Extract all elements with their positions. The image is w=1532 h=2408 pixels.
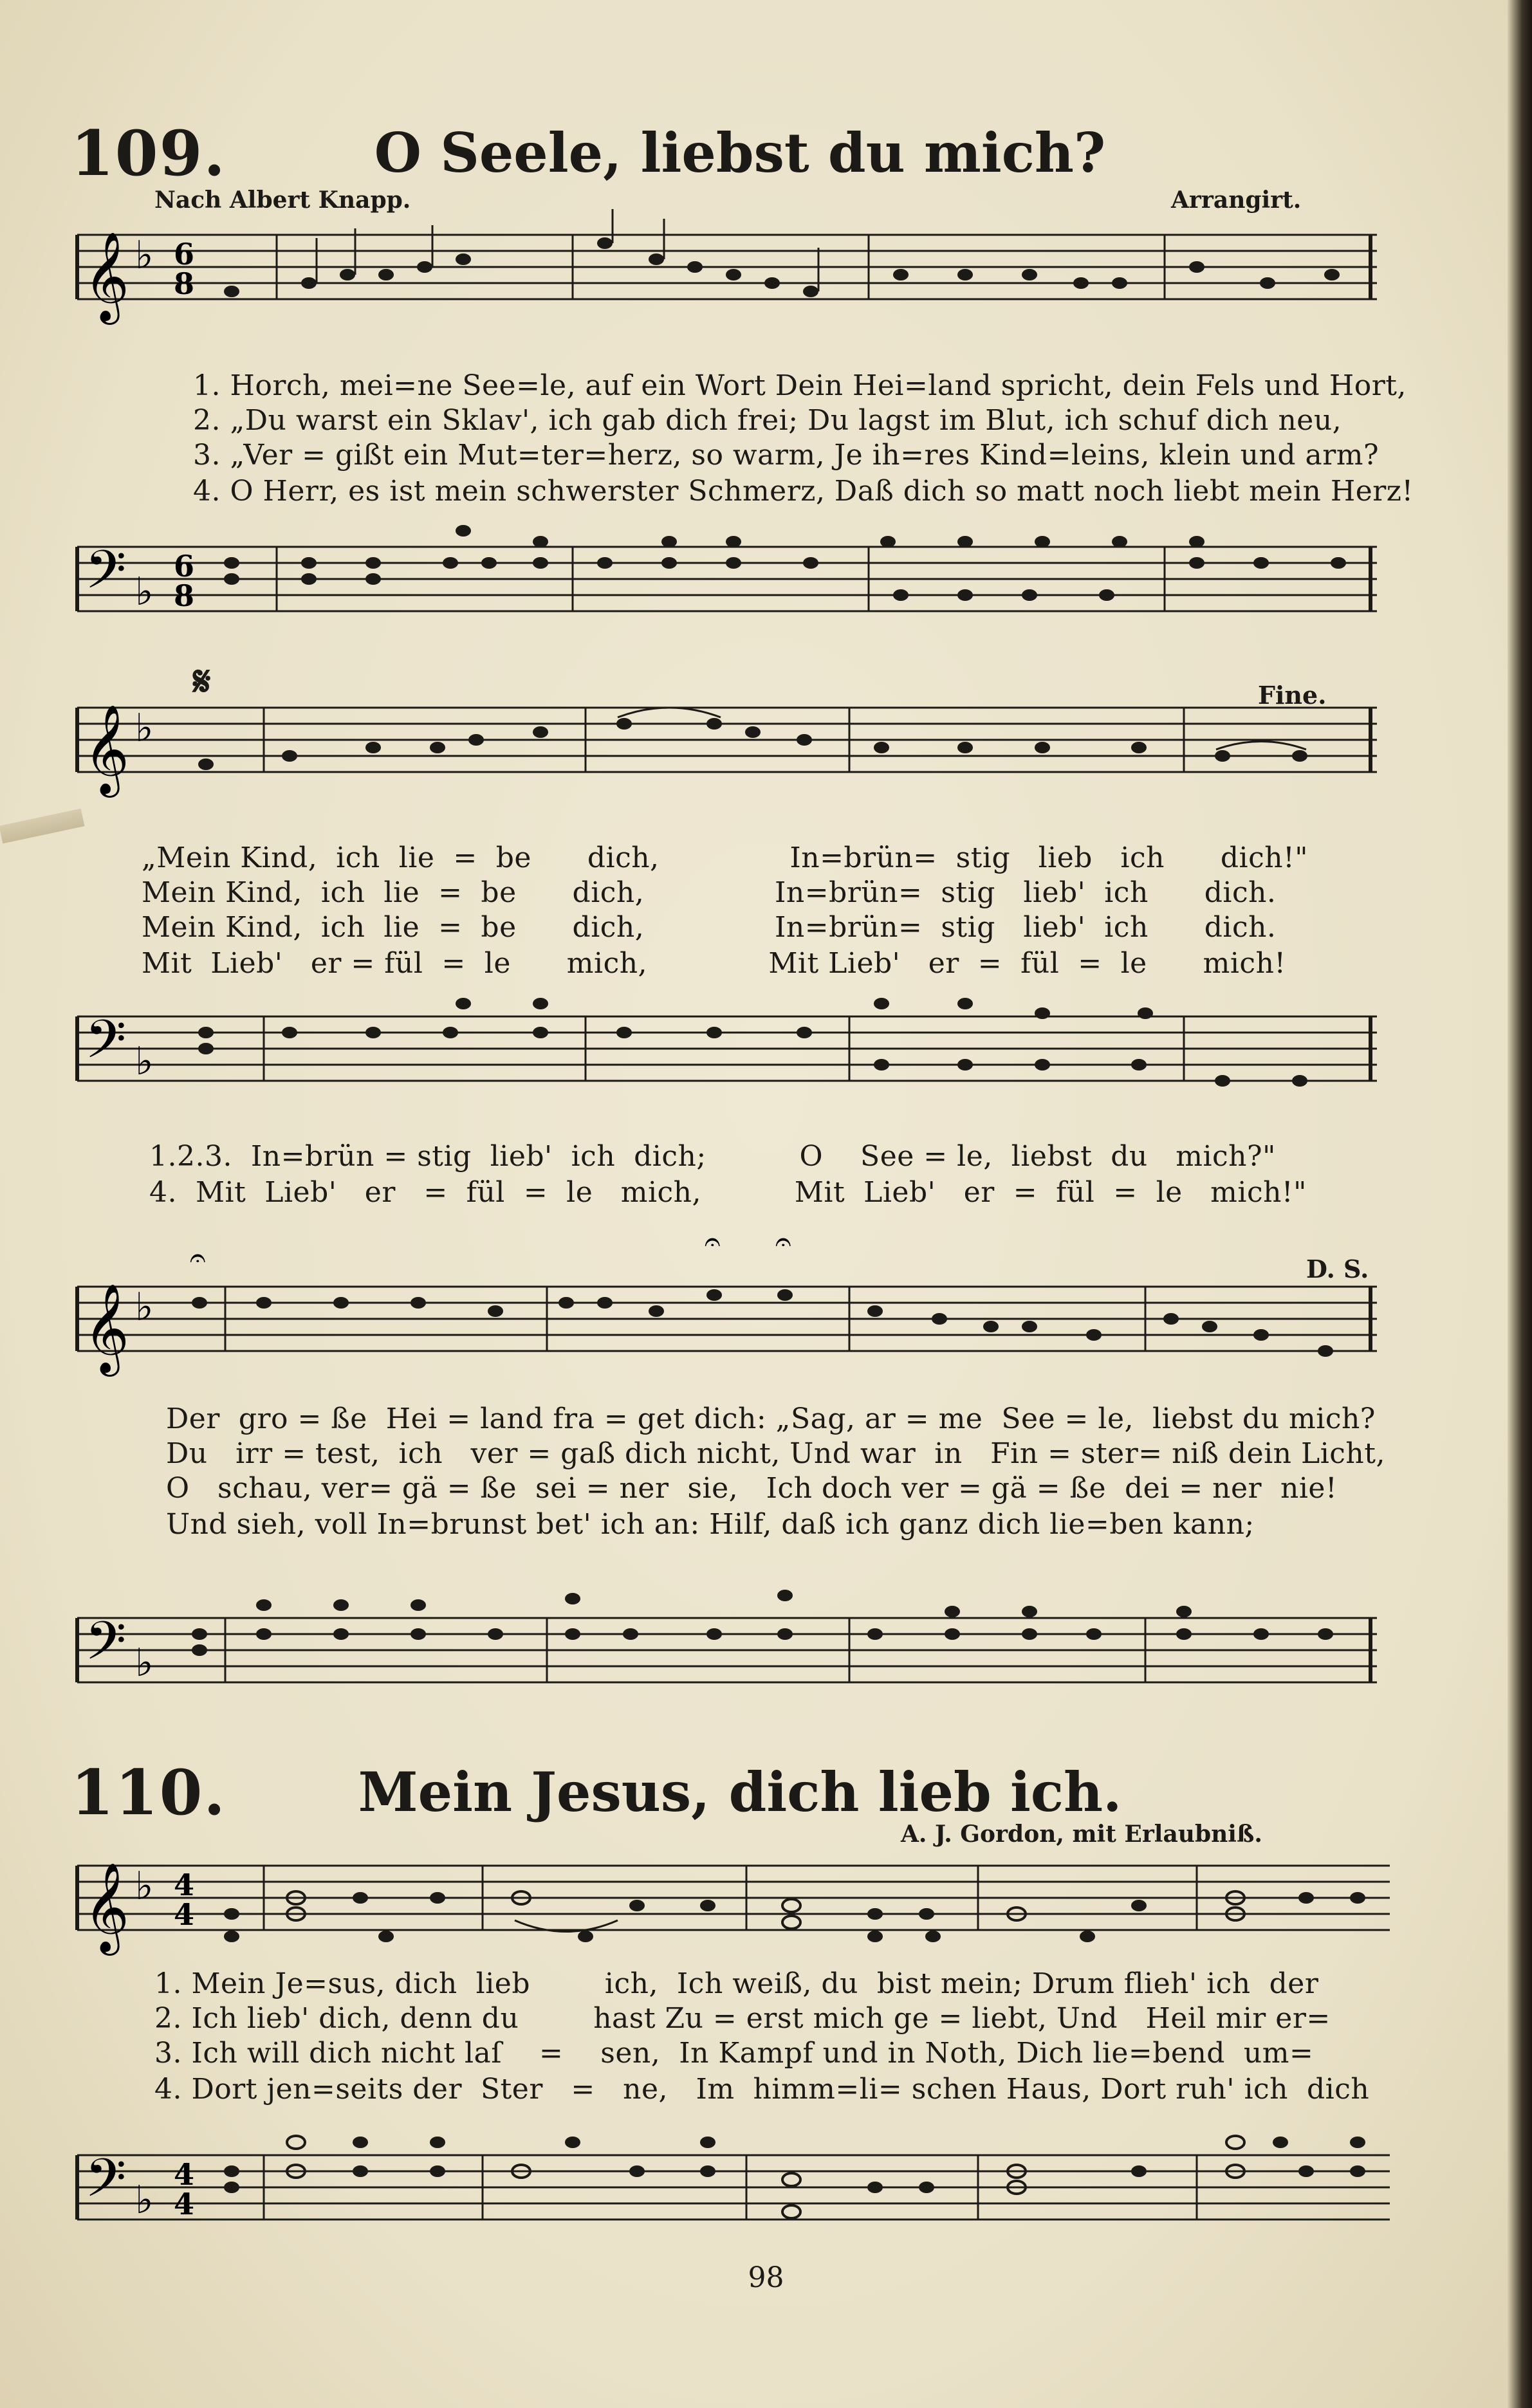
svg-text:8: 8	[174, 578, 195, 613]
svg-text:♭: ♭	[135, 1039, 154, 1084]
hymn-110-author-credit: A. J. Gordon, mit Erlaubniß.	[901, 1821, 1262, 1848]
hymn-110-title: Mein Jesus, dich lieb ich.	[358, 1760, 1122, 1824]
svg-text:𝄞: 𝄞	[84, 1283, 129, 1373]
hymn-109-system-1-verse-4: 4. O Herr, es ist mein schwerster Schmerz, Daß dich so matt noch liebt mein Herz!	[193, 475, 1414, 508]
svg-text:6: 6	[174, 237, 195, 271]
svg-text:♭: ♭	[135, 233, 154, 278]
hymn-110-verse-1: 1. Mein Je=sus, dich lieb ich, Ich weiß, du bist mein; Drum flieh' ich der	[154, 1967, 1319, 2000]
svg-text:𝄢: 𝄢	[85, 2147, 127, 2222]
hymn-109-system-3-bass-staff	[77, 1605, 1390, 1708]
hymn-109-system-3-verse-1: Der gro = ße Hei = land fra = get dich: „Sag, ar = me See = le, liebst du mich?	[166, 1402, 1376, 1435]
hymn-109-system-3-verse-4: Und sieh, voll In=brunst bet' ich an: Hilf, daß ich ganz dich lie=ben kann;	[166, 1508, 1255, 1541]
segno-sign: 𝄋	[193, 657, 211, 706]
hymn-109-system-1-treble-staff	[77, 222, 1390, 325]
hymn-109-system-2-verse-3: Mein Kind, ich lie = be dich, In=brün= stig lieb' ich dich.	[142, 911, 1277, 944]
svg-text:♭: ♭	[135, 1641, 154, 1686]
hymn-110-bass-staff	[77, 2142, 1390, 2252]
svg-text:𝄢: 𝄢	[85, 538, 127, 614]
hymn-109-arranger-credit: Arrangirt.	[1171, 187, 1302, 214]
hymn-109-system-1-verse-1: 1. Horch, mei=ne See=le, auf ein Wort Dein Hei=land spricht, dein Fels und Hort,	[193, 369, 1407, 402]
fine-marking: Fine.	[1258, 681, 1327, 710]
hymn-109-refrain-line-1: 1.2.3. In=brün = stig lieb' ich dich; O See = le, liebst du mich?"	[149, 1140, 1276, 1173]
svg-text:8: 8	[174, 266, 195, 301]
svg-text:𝄐: 𝄐	[705, 1226, 721, 1258]
page-tear	[0, 809, 84, 843]
hymn-109-system-2-verse-1: „Mein Kind, ich lie = be dich, In=brün= stig lieb ich dich!"	[142, 841, 1309, 874]
hymn-109-system-2-treble-staff	[77, 695, 1390, 798]
svg-text:4: 4	[174, 2187, 195, 2221]
hymn-110-verse-4: 4. Dort jen=seits der Ster = ne, Im himm=li= schen Haus, Dort ruh' ich dich	[154, 2073, 1370, 2106]
svg-text:4: 4	[174, 2157, 195, 2192]
svg-text:𝄐: 𝄐	[190, 1242, 206, 1274]
hymn-109-author-credit: Nach Albert Knapp.	[154, 187, 411, 214]
svg-text:𝄢: 𝄢	[85, 1008, 127, 1083]
hymn-110-verse-2: 2. Ich lieb' dich, denn du hast Zu = erst mich ge = liebt, Und Heil mir er=	[154, 2002, 1331, 2035]
page-number: 98	[748, 2261, 784, 2294]
hymn-109-system-3-verse-3: O schau, ver= gä = ße sei = ner sie, Ich doch ver = gä = ße dei = ner nie!	[166, 1472, 1338, 1505]
svg-text:♭: ♭	[135, 1864, 154, 1909]
svg-text:𝄐: 𝄐	[775, 1226, 791, 1258]
svg-text:6: 6	[174, 549, 195, 584]
hymn-109-title: O Seele, liebst du mich?	[374, 121, 1106, 185]
hymn-110-verse-3: 3. Ich will dich nicht laſ = sen, In Kampf und in Noth, Dich lie=bend um=	[154, 2037, 1314, 2070]
hymn-110-number: 110.	[71, 1756, 226, 1829]
hymn-109-system-2-verse-2: Mein Kind, ich lie = be dich, In=brün= stig lieb' ich dich.	[142, 876, 1277, 909]
hymn-109-refrain-line-2: 4. Mit Lieb' er = fül = le mich, Mit Lieb' er = fül = le mich!"	[149, 1176, 1307, 1209]
svg-text:♭: ♭	[135, 706, 154, 751]
hymn-109-system-2-verse-4: Mit Lieb' er = fül = le mich, Mit Lieb' er = fül = le mich!	[142, 947, 1286, 980]
hymn-110-treble-staff	[77, 1853, 1390, 1962]
svg-text:𝄞: 𝄞	[84, 232, 129, 321]
svg-text:4: 4	[174, 1868, 195, 1902]
svg-text:𝄢: 𝄢	[85, 1610, 127, 1685]
hymn-109-number: 109.	[71, 117, 226, 190]
book-spine-shadow	[1508, 0, 1532, 2408]
hymn-109-system-1-verse-3: 3. „Ver = gißt ein Mut=ter=herz, so warm, Je ih=res Kind=leins, klein und arm?	[193, 439, 1380, 472]
da-segno-marking: D. S.	[1306, 1255, 1369, 1283]
svg-text:♭: ♭	[135, 1285, 154, 1330]
hymn-109-system-2-bass-staff	[77, 1004, 1390, 1107]
svg-text:𝄞: 𝄞	[84, 1862, 129, 1952]
hymn-109-system-1-verse-2: 2. „Du warst ein Sklav', ich gab dich frei; Du lagst im Blut, ich schuf dich neu,	[193, 404, 1342, 437]
svg-text:♭: ♭	[135, 2178, 154, 2223]
svg-text:4: 4	[174, 1897, 195, 1932]
svg-text:𝄞: 𝄞	[84, 704, 129, 794]
svg-text:♭: ♭	[135, 569, 154, 614]
hymn-109-system-1-bass-staff	[77, 534, 1390, 637]
hymn-109-system-3-verse-2: Du irr = test, ich ver = gaß dich nicht, Und war in Fin = ster= niß dein Licht,	[166, 1437, 1385, 1470]
